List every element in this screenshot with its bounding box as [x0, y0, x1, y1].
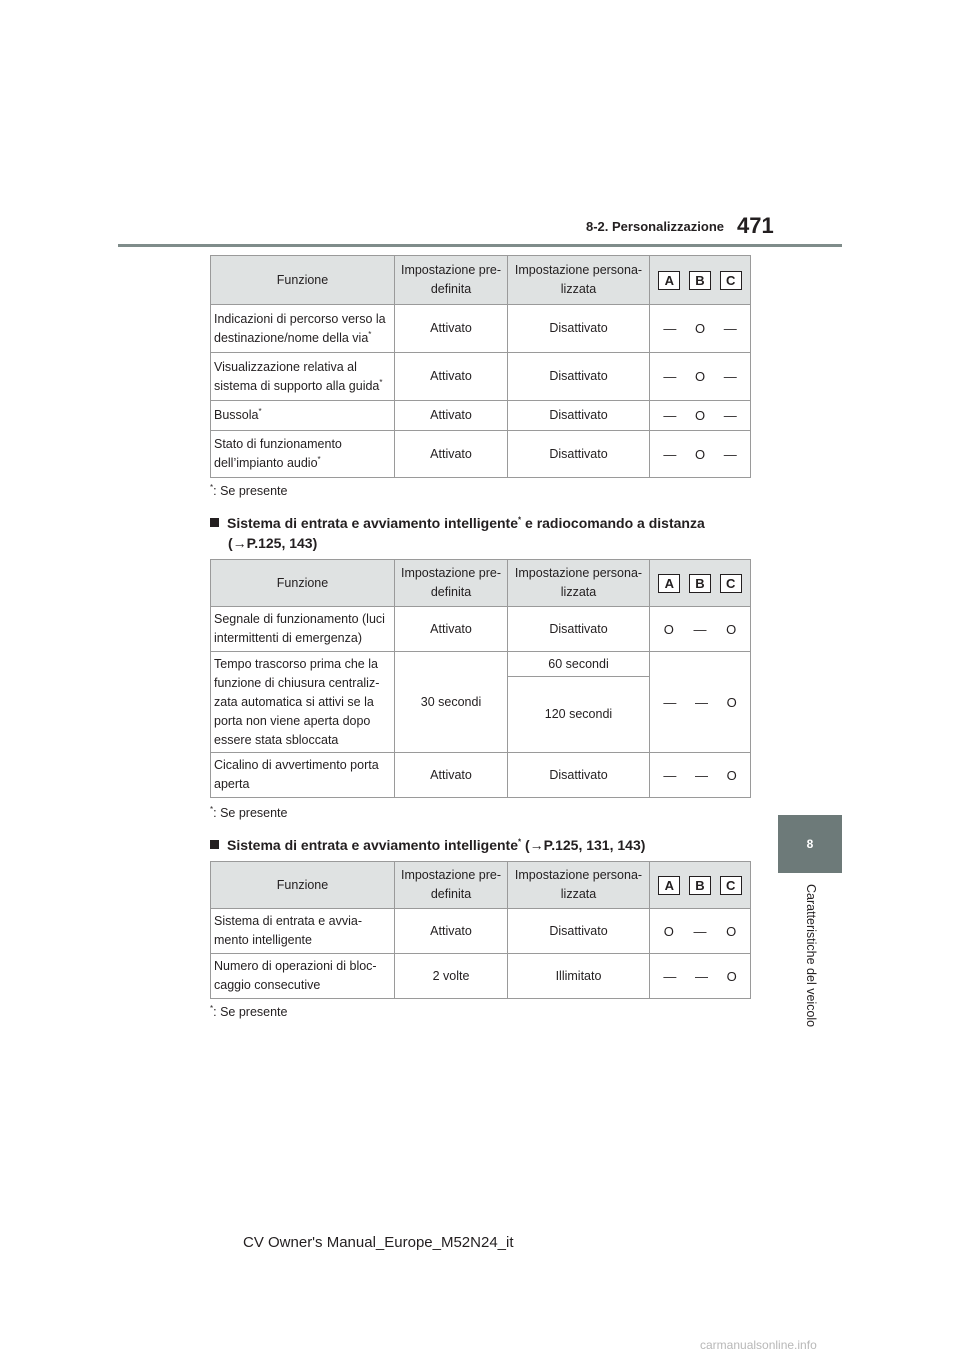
col-header-abc	[650, 862, 751, 909]
table-header-row	[211, 862, 751, 909]
footnote: *: Se presente	[210, 804, 288, 820]
function-cell: Stato di funzionamento dell’impianto audio*	[211, 431, 395, 478]
col-header-abc	[650, 256, 751, 305]
section-title: Sistema di entrata e avviamento intelligente* e radiocomando a distanza (→P.125, 143)	[210, 513, 705, 553]
footnote: *: Se presente	[210, 482, 288, 498]
chapter-number: 8	[806, 837, 814, 851]
default-cell: Attivato	[395, 753, 508, 798]
label-b-box: B	[689, 876, 711, 895]
footnote: *: Se presente	[210, 1003, 288, 1019]
default-cell: Attivato	[395, 607, 508, 652]
col-header-custom: Impostazione persona- lizzata	[508, 256, 650, 305]
label-c-box: C	[720, 574, 742, 593]
abc-cell: — — O	[650, 753, 751, 798]
col-header-default: Impostazione pre- definita	[395, 862, 508, 909]
custom-option: 120 secondi	[544, 707, 613, 721]
custom-cell: Disattivato	[508, 305, 650, 353]
abc-cell: — O —	[650, 431, 751, 478]
col-header-function: Funzione	[211, 256, 395, 305]
label-a-box: A	[658, 876, 680, 895]
default-cell: 30 secondi	[395, 652, 508, 753]
custom-cell: Disattivato	[508, 909, 650, 954]
section-page-ref[interactable]: (→P.125, 143)	[228, 535, 318, 551]
col-header-default: Impostazione pre- definita	[395, 256, 508, 305]
abc-cell: — — O	[650, 652, 751, 753]
function-cell: Bussola*	[211, 401, 395, 431]
label-c-box: C	[720, 271, 742, 290]
label-c-box: C	[720, 876, 742, 895]
col-header-abc	[650, 560, 751, 607]
table-row	[211, 305, 751, 353]
col-header-default: Impostazione pre- definita	[395, 560, 508, 607]
custom-options-cell	[508, 652, 650, 753]
header-section-title: 8-2. Personalizzazione	[586, 219, 724, 234]
settings-table-2	[210, 559, 751, 798]
abc-cell: — — O	[650, 954, 751, 999]
default-cell: 2 volte	[395, 954, 508, 999]
bullet-square-icon	[210, 518, 219, 527]
label-b-box: B	[689, 574, 711, 593]
default-cell: Attivato	[395, 909, 508, 954]
function-cell: Cicalino di avvertimento porta aperta	[211, 753, 395, 798]
label-b-box: B	[689, 271, 711, 290]
table-row	[211, 652, 751, 753]
col-header-function: Funzione	[211, 862, 395, 909]
bullet-square-icon	[210, 840, 219, 849]
abc-cell: O — O	[650, 909, 751, 954]
custom-cell: Illimitato	[508, 954, 650, 999]
function-cell: Sistema di entrata e avvia- mento intelligente	[211, 909, 395, 954]
watermark[interactable]: carmanualsonline.info	[700, 1338, 817, 1352]
chapter-tab[interactable]	[778, 815, 842, 873]
section-page-ref[interactable]: (→P.125, 131, 143)	[521, 837, 646, 853]
function-cell: Tempo trascorso prima che la funzione di chiusura centraliz- zata automatica si attivi se la porta non viene aperta dopo essere stata sbloccata	[211, 652, 395, 753]
function-cell: Indicazioni di percorso verso la destinazione/nome della via*	[211, 305, 395, 353]
table-row	[211, 607, 751, 652]
function-cell: Visualizzazione relativa al sistema di supporto alla guida*	[211, 353, 395, 401]
settings-table-3	[210, 861, 751, 999]
settings-table-1	[210, 255, 751, 478]
label-a-box: A	[658, 574, 680, 593]
abc-cell: — O —	[650, 305, 751, 353]
abc-cell: — O —	[650, 353, 751, 401]
custom-cell: Disattivato	[508, 353, 650, 401]
table-row	[211, 401, 751, 431]
custom-cell: Disattivato	[508, 753, 650, 798]
default-cell: Attivato	[395, 305, 508, 353]
col-header-custom: Impostazione persona- lizzata	[508, 862, 650, 909]
label-a-box: A	[658, 271, 680, 290]
col-header-custom: Impostazione persona- lizzata	[508, 560, 650, 607]
abc-cell: — O —	[650, 401, 751, 431]
page-number: 471	[737, 213, 774, 238]
footer-manual-id: CV Owner's Manual_Europe_M52N24_it	[243, 1234, 514, 1251]
function-cell: Numero di operazioni di bloc- caggio consecutive	[211, 954, 395, 999]
function-cell: Segnale di funzionamento (luci intermittenti di emergenza)	[211, 607, 395, 652]
section-title: Sistema di entrata e avviamento intelligente* (→P.125, 131, 143)	[210, 835, 645, 855]
chapter-title: Caratteristiche del veicolo	[804, 884, 818, 1028]
default-cell: Attivato	[395, 353, 508, 401]
table-header-row	[211, 560, 751, 607]
table-row	[211, 909, 751, 954]
table-row	[211, 431, 751, 478]
custom-cell: Disattivato	[508, 607, 650, 652]
default-cell: Attivato	[395, 431, 508, 478]
header-rule	[118, 244, 842, 247]
table-header-row	[211, 256, 751, 305]
default-cell: Attivato	[395, 401, 508, 431]
abc-cell: O — O	[650, 607, 751, 652]
col-header-function: Funzione	[211, 560, 395, 607]
custom-cell: Disattivato	[508, 431, 650, 478]
custom-option: 60 secondi	[508, 652, 649, 677]
table-row	[211, 954, 751, 999]
table-row	[211, 353, 751, 401]
custom-cell: Disattivato	[508, 401, 650, 431]
table-row	[211, 753, 751, 798]
